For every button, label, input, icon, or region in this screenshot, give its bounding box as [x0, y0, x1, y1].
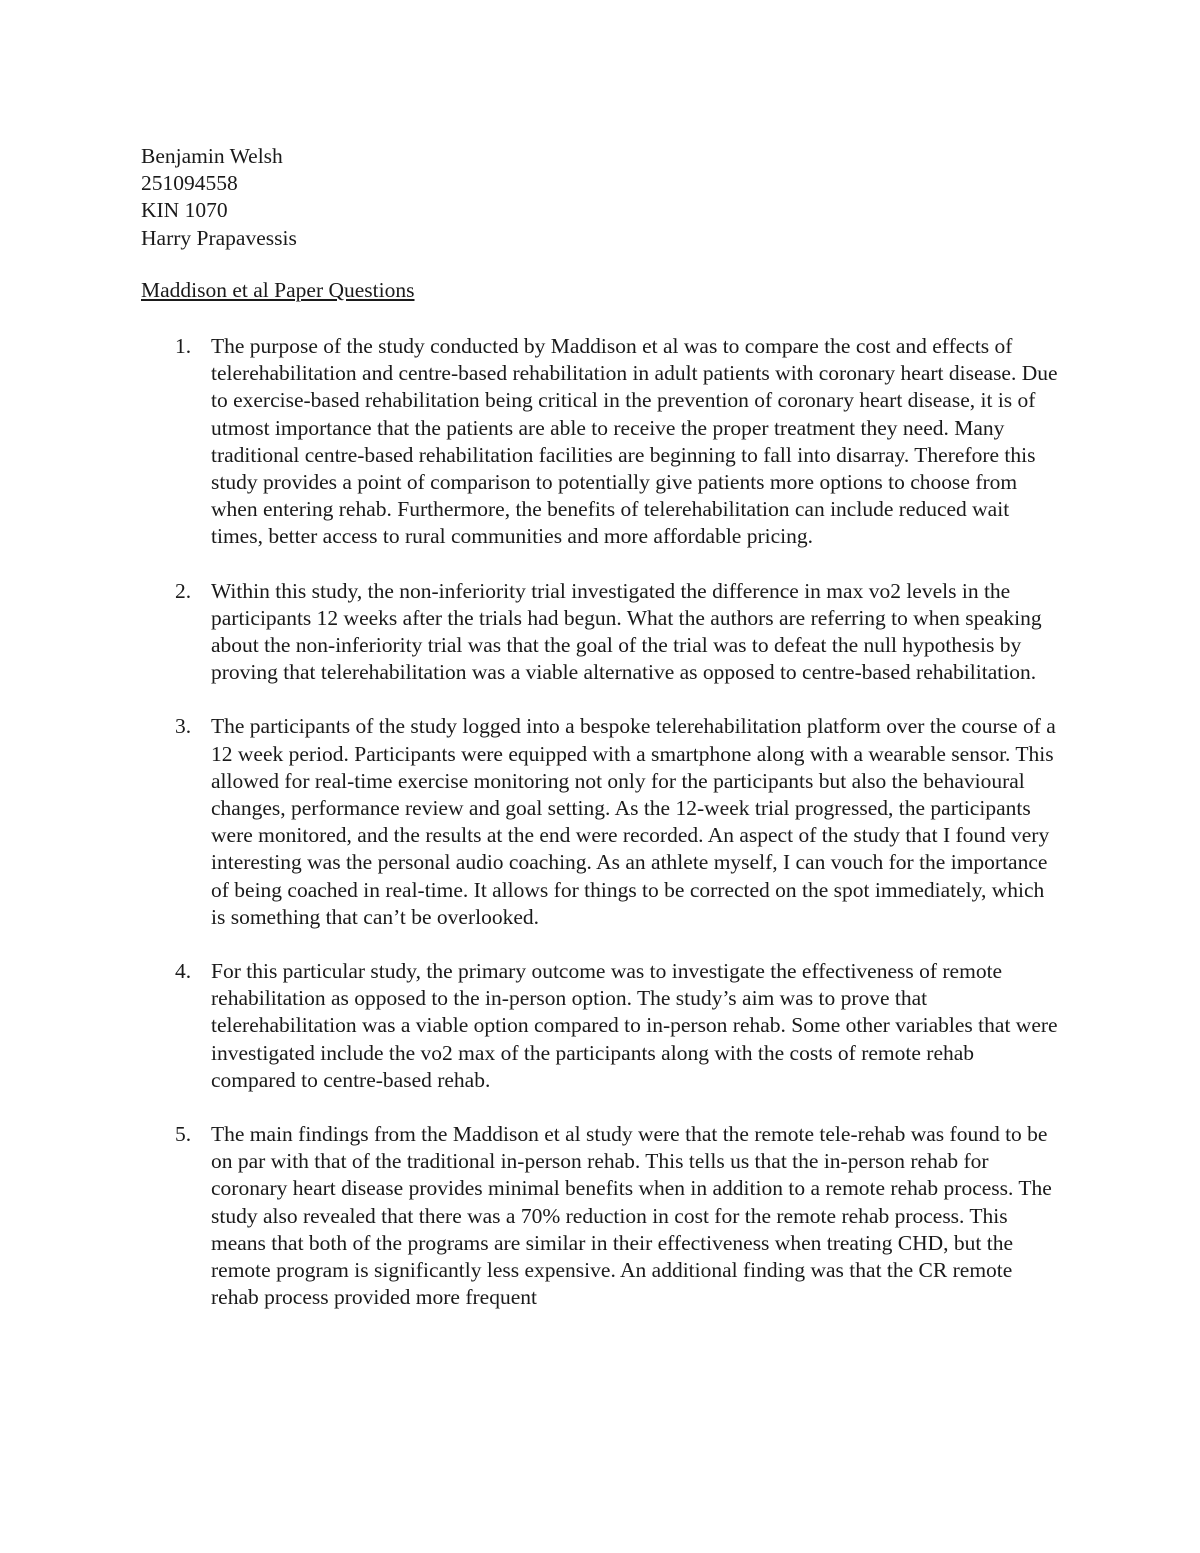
answer-text: For this particular study, the primary outcome was to investigate the effectiveness of remote rehabilitation as opposed to the in-person option. The study’s aim was to prove that telerehabilitation was a viable option compared to in-person rehab. Some other variables that were investigated include the vo2 max of the participants along with the costs of remote rehab compared to centre-based rehab. [211, 959, 1058, 1092]
student-id: 251094558 [141, 171, 238, 196]
document-title: Maddison et al Paper Questions [141, 278, 415, 302]
answer-item-5 [141, 1121, 1061, 1311]
instructor-name: Harry Prapavessis [141, 225, 297, 250]
answer-list [141, 333, 1061, 1339]
answer-number: 4. [175, 959, 192, 984]
answer-number: 3. [175, 714, 192, 739]
answer-text: Within this study, the non-inferiority trial investigated the difference in max vo2 levels in the participants 12 weeks after the trials had begun. What the authors are referring to when speaking about the non-inferiority trial was that the goal of the trial was to defeat the null hypothesis by proving that telerehabilitation was a viable alternative as opposed to centre-based rehabilitation. [211, 578, 1042, 685]
answer-text: The purpose of the study conducted by Maddison et al was to compare the cost and effects of telerehabilitation and centre-based rehabilitation in adult patients with coronary heart disease. Due to exercise-based rehabilitation being critical in the prevention of coronary heart disease, it is of utmost importance that the patients are able to receive the proper treatment they need. Many traditional centre-based rehabilitation facilities are beginning to fall into disarray. Therefore this study provides a point of comparison to potentially give patients more options to choose from when entering rehab. Furthermore, the benefits of telerehabilitation can include reduced wait times, better access to rural communities and more affordable pricing. [211, 334, 1058, 549]
answer-item-3 [141, 713, 1061, 931]
answer-number: 1. [175, 334, 192, 358]
student-header [141, 143, 641, 252]
answer-item-1 [141, 333, 1061, 551]
answer-number: 5. [175, 1122, 192, 1147]
student-name: Benjamin Welsh [141, 144, 283, 168]
answer-text: The participants of the study logged into a bespoke telerehabilitation platform over the course of a 12 week period. Participants were equipped with a smartphone along with a wearable sensor. This allowed for real-time exercise monitoring not only for the participants but also the behavioural changes, performance review and goal setting. As the 12-week trial progressed, the participants were monitored, and the results at the end were recorded. An aspect of the study that I found very interesting was the personal audio coaching. As an athlete myself, I can vouch for the importance of being coached in real-time. It allows for things to be corrected on the spot immediately, which is something that can’t be overlooked. [211, 714, 1056, 929]
answer-item-2 [141, 578, 1061, 687]
answer-text: The main findings from the Maddison et al study were that the remote tele-rehab was found to be on par with that of the traditional in-person rehab. This tells us that the in-person rehab for coronary heart disease provides minimal benefits when in addition to a remote rehab process. The study also revealed that there was a 70% reduction in cost for the remote rehab process. This means that both of the programs are similar in their effectiveness when treating CHD, but the remote program is significantly less expensive. An additional finding was that the CR remote rehab process provided more frequent [211, 1122, 1052, 1310]
answer-item-4 [141, 958, 1061, 1094]
course-code: KIN 1070 [141, 198, 228, 223]
answer-number: 2. [175, 578, 192, 603]
